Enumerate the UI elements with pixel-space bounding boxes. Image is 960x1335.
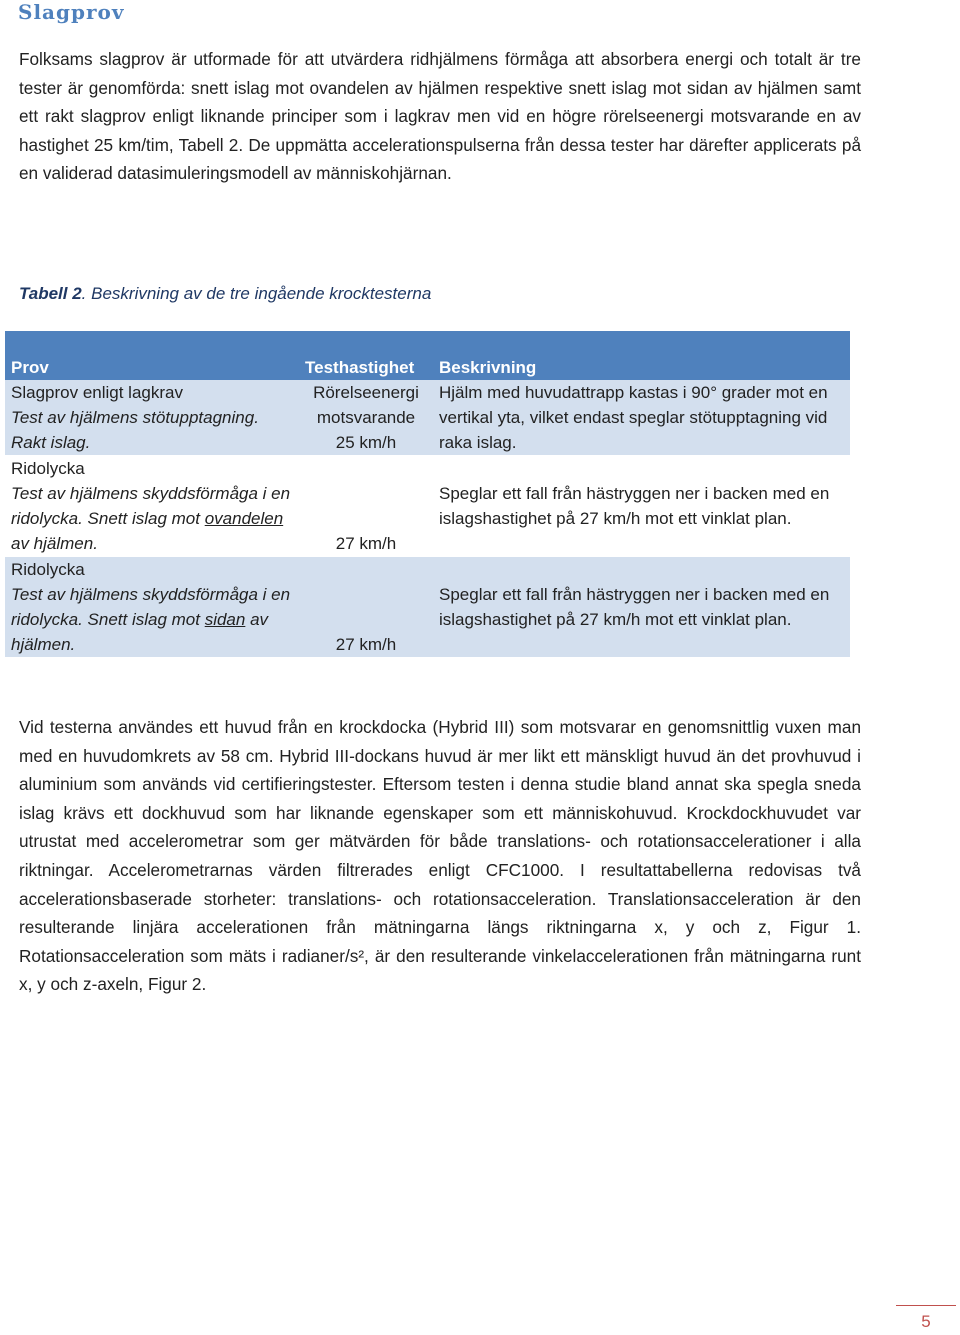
cell-description: Speglar ett fall från hästryggen ner i backen med en islagshastighet på 27 km/h mot ett vinklat plan. (433, 557, 850, 658)
cell-prov (5, 557, 299, 658)
cell-speed: 27 km/h (299, 456, 433, 557)
test-desc-underlined: ovandelen (204, 509, 284, 528)
test-desc-part: Test av hjälmens skyddsförmåga i en ridolycka. Snett islag mot (11, 585, 291, 629)
header-testhastighet: Testhastighet (299, 331, 433, 380)
header-prov: Prov (5, 331, 299, 380)
test-title: Ridolycka (11, 459, 85, 478)
cell-prov (5, 380, 299, 456)
test-title: Slagprov enligt lagkrav (11, 383, 183, 402)
speed-line: motsvarande (316, 408, 416, 427)
test-desc-underlined: sidan (204, 610, 246, 629)
table-row (5, 380, 850, 456)
table-caption-text: . Beskrivning av de tre ingående krocktesterna (81, 284, 432, 303)
body-paragraph: Vid testerna användes ett huvud från en krockdocka (Hybrid III) som motsvarar en genomsnittlig vuxen man med en huvudomkrets av 58 cm. Hybrid III-dockans huvud är mer likt ett mänskligt huvud än det provhuvud i aluminium som används vid certifieringstester. Eftersom testen i denna studie bland annat ska spegla sneda islag krävs ett dockhuvud som har liknande egenskaper som ett människohuvud. Krockdockhuvudet var utrustat med accelerometrar som ger mätvärden för både translations- och rotationsaccelerationer i alla riktningar. Accelerometrarnas värden filtrerades enligt CFC1000. I resultattabellerna redovisas två accelerationsbaserade storheter: translations- och rotationsacceleration. Translationsacceleration är den resulterande linjära accelerationen från mätningarna längs riktningarna x, y och z, Figur 1. Rotationsacceleration som mäts i radianer/s², är den resulterande vinkelaccelerationen från mätningarna runt x, y och z-axeln, Figur 2. (19, 717, 861, 995)
table-row (5, 557, 850, 658)
table-row (5, 456, 850, 557)
cell-description: Speglar ett fall från hästryggen ner i backen med en islagshastighet på 27 km/h mot ett vinklat plan. (433, 456, 850, 557)
test-desc (11, 582, 293, 657)
test-title: Ridolycka (11, 560, 85, 579)
test-desc (11, 481, 293, 556)
section-heading: Slagprov (18, 0, 125, 24)
test-desc-part: av hjälmen. (11, 534, 98, 553)
test-desc-line: Rakt islag. (11, 433, 91, 452)
test-desc-line: Test av hjälmens stötupptagning. (11, 408, 259, 427)
table-caption (19, 284, 431, 304)
cell-speed (299, 380, 433, 456)
speed-line: Rörelseenergi (313, 383, 419, 402)
table-caption-label: Tabell 2 (19, 284, 82, 303)
cell-description: Hjälm med huvudattrapp kastas i 90° grader mot en vertikal yta, vilket endast speglar stötupptagning vid raka islag. (433, 380, 850, 456)
header-beskrivning: Beskrivning (433, 331, 850, 380)
intro-paragraph: Folksams slagprov är utformade för att utvärdera ridhjälmens förmåga att absorbera energi och totalt är tre tester är genomförda: snett islag mot ovandelen av hjälmen respektive snett islag mot sidan av hjälmen samt ett rakt slagprov enligt liknande principer som i lagkrav men vid en högre rörelseenergi motsvarande en av hastighet 25 km/tim, Tabell 2. De uppmätta accelerationspulserna från dessa tester har därefter applicerats på en validerad datasimuleringsmodell av människohjärnan. (19, 49, 861, 184)
crash-test-table (5, 331, 850, 658)
table-header-row (5, 331, 850, 380)
test-desc-part: av hjälmen. (11, 610, 269, 654)
test-desc-part: Test av hjälmens skyddsförmåga i en ridolycka. Snett islag mot (11, 484, 291, 528)
speed-value: 25 km/h (335, 433, 397, 452)
cell-speed: 27 km/h (299, 557, 433, 658)
page-number: 5 (896, 1305, 956, 1332)
cell-prov (5, 456, 299, 557)
